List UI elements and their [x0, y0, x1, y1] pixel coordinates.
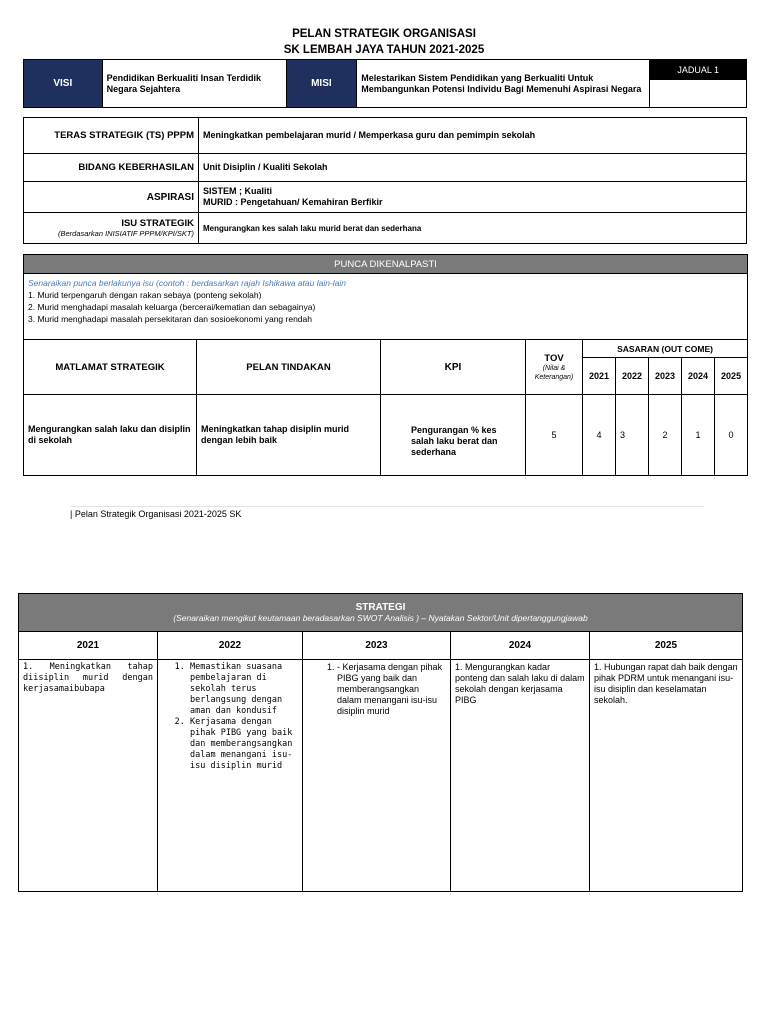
kpi-header: KPI — [381, 340, 526, 395]
isu-label: ISU STRATEGIK — [121, 218, 194, 229]
punca-header: PUNCA DIKENALPASTI — [24, 255, 748, 274]
target-2021: 4 — [583, 395, 616, 476]
kpi-value: Pengurangan % kes salah laku berat dan sederhana — [381, 395, 526, 476]
jadual-cell — [650, 60, 747, 108]
target-2022: 3 — [616, 395, 649, 476]
target-2023: 2 — [649, 395, 682, 476]
pelan-header: PELAN TINDAKAN — [197, 340, 381, 395]
matlamat-value: Mengurangkan salah laku dan disiplin di sekolah — [24, 395, 197, 476]
bidang-value: Unit Disiplin / Kualiti Sekolah — [199, 154, 747, 182]
isu-sub: (Berdasarkan INISIATIF PPPM/KPI/SKT) — [57, 229, 194, 238]
target-year-2023: 2023 — [649, 358, 682, 395]
visi-text: Pendidikan Berkualiti Insan Terdidik Negara Sejahtera — [102, 60, 286, 108]
plan-table — [23, 254, 748, 476]
target-year-2025: 2025 — [715, 358, 748, 395]
punca-item-2: 2. Murid menghadapi masalah keluarga (bercerai/kematian dan sebagainya) — [28, 302, 316, 312]
jadual-label: JADUAL 1 — [650, 60, 746, 80]
punca-hint: Senaraikan punca berlakunya isu (contoh : berdasarkan rajah Ishikawa atau lain-lain — [28, 278, 346, 288]
page-subtitle: SK LEMBAH JAYA TAHUN 2021-2025 — [283, 44, 485, 56]
aspirasi-line1: SISTEM ; Kualiti — [203, 186, 273, 196]
strategi-year-2022: 2022 — [158, 632, 303, 660]
strategi-2021: 1. Meningkatkan tahap diisiplin murid dengan kerjasamaibubapa — [19, 660, 158, 892]
visi-label: VISI — [24, 60, 103, 108]
strategi-table — [18, 593, 743, 892]
strategi-subtitle: (Senaraikan mengikut keutamaan beradasarkan SWOT Analisis ) – Nyatakan Sektor/Unit dipertanggungjawab — [173, 612, 588, 623]
strategi-year-2024: 2024 — [451, 632, 590, 660]
target-year-2022: 2022 — [616, 358, 649, 395]
footer-divider — [70, 506, 704, 507]
bidang-label: BIDANG KEBERHASILAN — [24, 154, 199, 182]
strategi-2023 — [303, 660, 451, 892]
strategi-2022 — [158, 660, 303, 892]
info-table — [23, 117, 747, 244]
punca-item-1: 1. Murid terpengaruh dengan rakan sebaya (ponteng sekolah) — [28, 290, 262, 300]
strategi-year-2021: 2021 — [19, 632, 158, 660]
teras-label: TERAS STRATEGIK (TS) PPPM — [24, 118, 199, 154]
matlamat-header: MATLAMAT STRATEGIK — [24, 340, 197, 395]
tov-value: 5 — [526, 395, 583, 476]
strategi-year-2025: 2025 — [590, 632, 743, 660]
strategi-year-2023: 2023 — [303, 632, 451, 660]
strategi-2023-item: 1. - Kerjasama dengan pihak PIBG yang baik dan memberangsangkan dalam menangani isu-isu disiplin murid — [337, 662, 446, 717]
aspirasi-label: ASPIRASI — [24, 182, 199, 213]
strategi-2025: 1. Hubungan rapat dah baik dengan pihak PDRM untuk menangani isu-isu disiplin dan keselamatan sekolah. — [590, 660, 743, 892]
strategi-2022-item: 2. Kerjasama dengan pihak PIBG yang baik dan memberangsangkan dalam menangani isu-isu disiplin murid — [190, 717, 298, 772]
visi-misi-table — [23, 59, 747, 108]
strategi-2022-item: 1. Memastikan suasana pembelajaran di sekolah terus berlangsung dengan aman dan kondusif — [190, 662, 298, 717]
misi-label: MISI — [286, 60, 357, 108]
tov-header: TOV — [544, 352, 564, 364]
punca-body — [24, 274, 748, 340]
pelan-value: Meningkatkan tahap disiplin murid dengan lebih baik — [197, 395, 381, 476]
aspirasi-line2: MURID : Pengetahuan/ Kemahiran Berfikir — [203, 197, 383, 207]
punca-item-3: 3. Murid menghadapi masalah persekitaran dan sosioekonomi yang rendah — [28, 314, 312, 324]
tov-sub: (Nilai & Keterangan) — [534, 364, 574, 381]
page-footer: | Pelan Strategik Organisasi 2021-2025 SK — [70, 509, 242, 519]
misi-text: Melestarikan Sistem Pendidikan yang Berkualiti Untuk Membangunkan Potensi Individu Bagi Memenuhi Aspirasi Negara — [357, 60, 650, 108]
isu-value: Mengurangkan kes salah laku murid berat dan sederhana — [199, 213, 747, 244]
teras-value: Meningkatkan pembelajaran murid / Memperkasa guru dan pemimpin sekolah — [199, 118, 747, 154]
strategi-2024: 1. Mengurangkan kadar ponteng dan salah laku di dalam sekolah dengan kerjasama PIBG — [451, 660, 590, 892]
target-2024: 1 — [682, 395, 715, 476]
target-year-2021: 2021 — [583, 358, 616, 395]
target-2025: 0 — [715, 395, 748, 476]
page-title: PELAN STRATEGIK ORGANISASI — [292, 28, 476, 40]
strategi-title: STRATEGI — [355, 601, 406, 613]
sasaran-header: SASARAN (OUT COME) — [583, 340, 748, 358]
target-year-2024: 2024 — [682, 358, 715, 395]
